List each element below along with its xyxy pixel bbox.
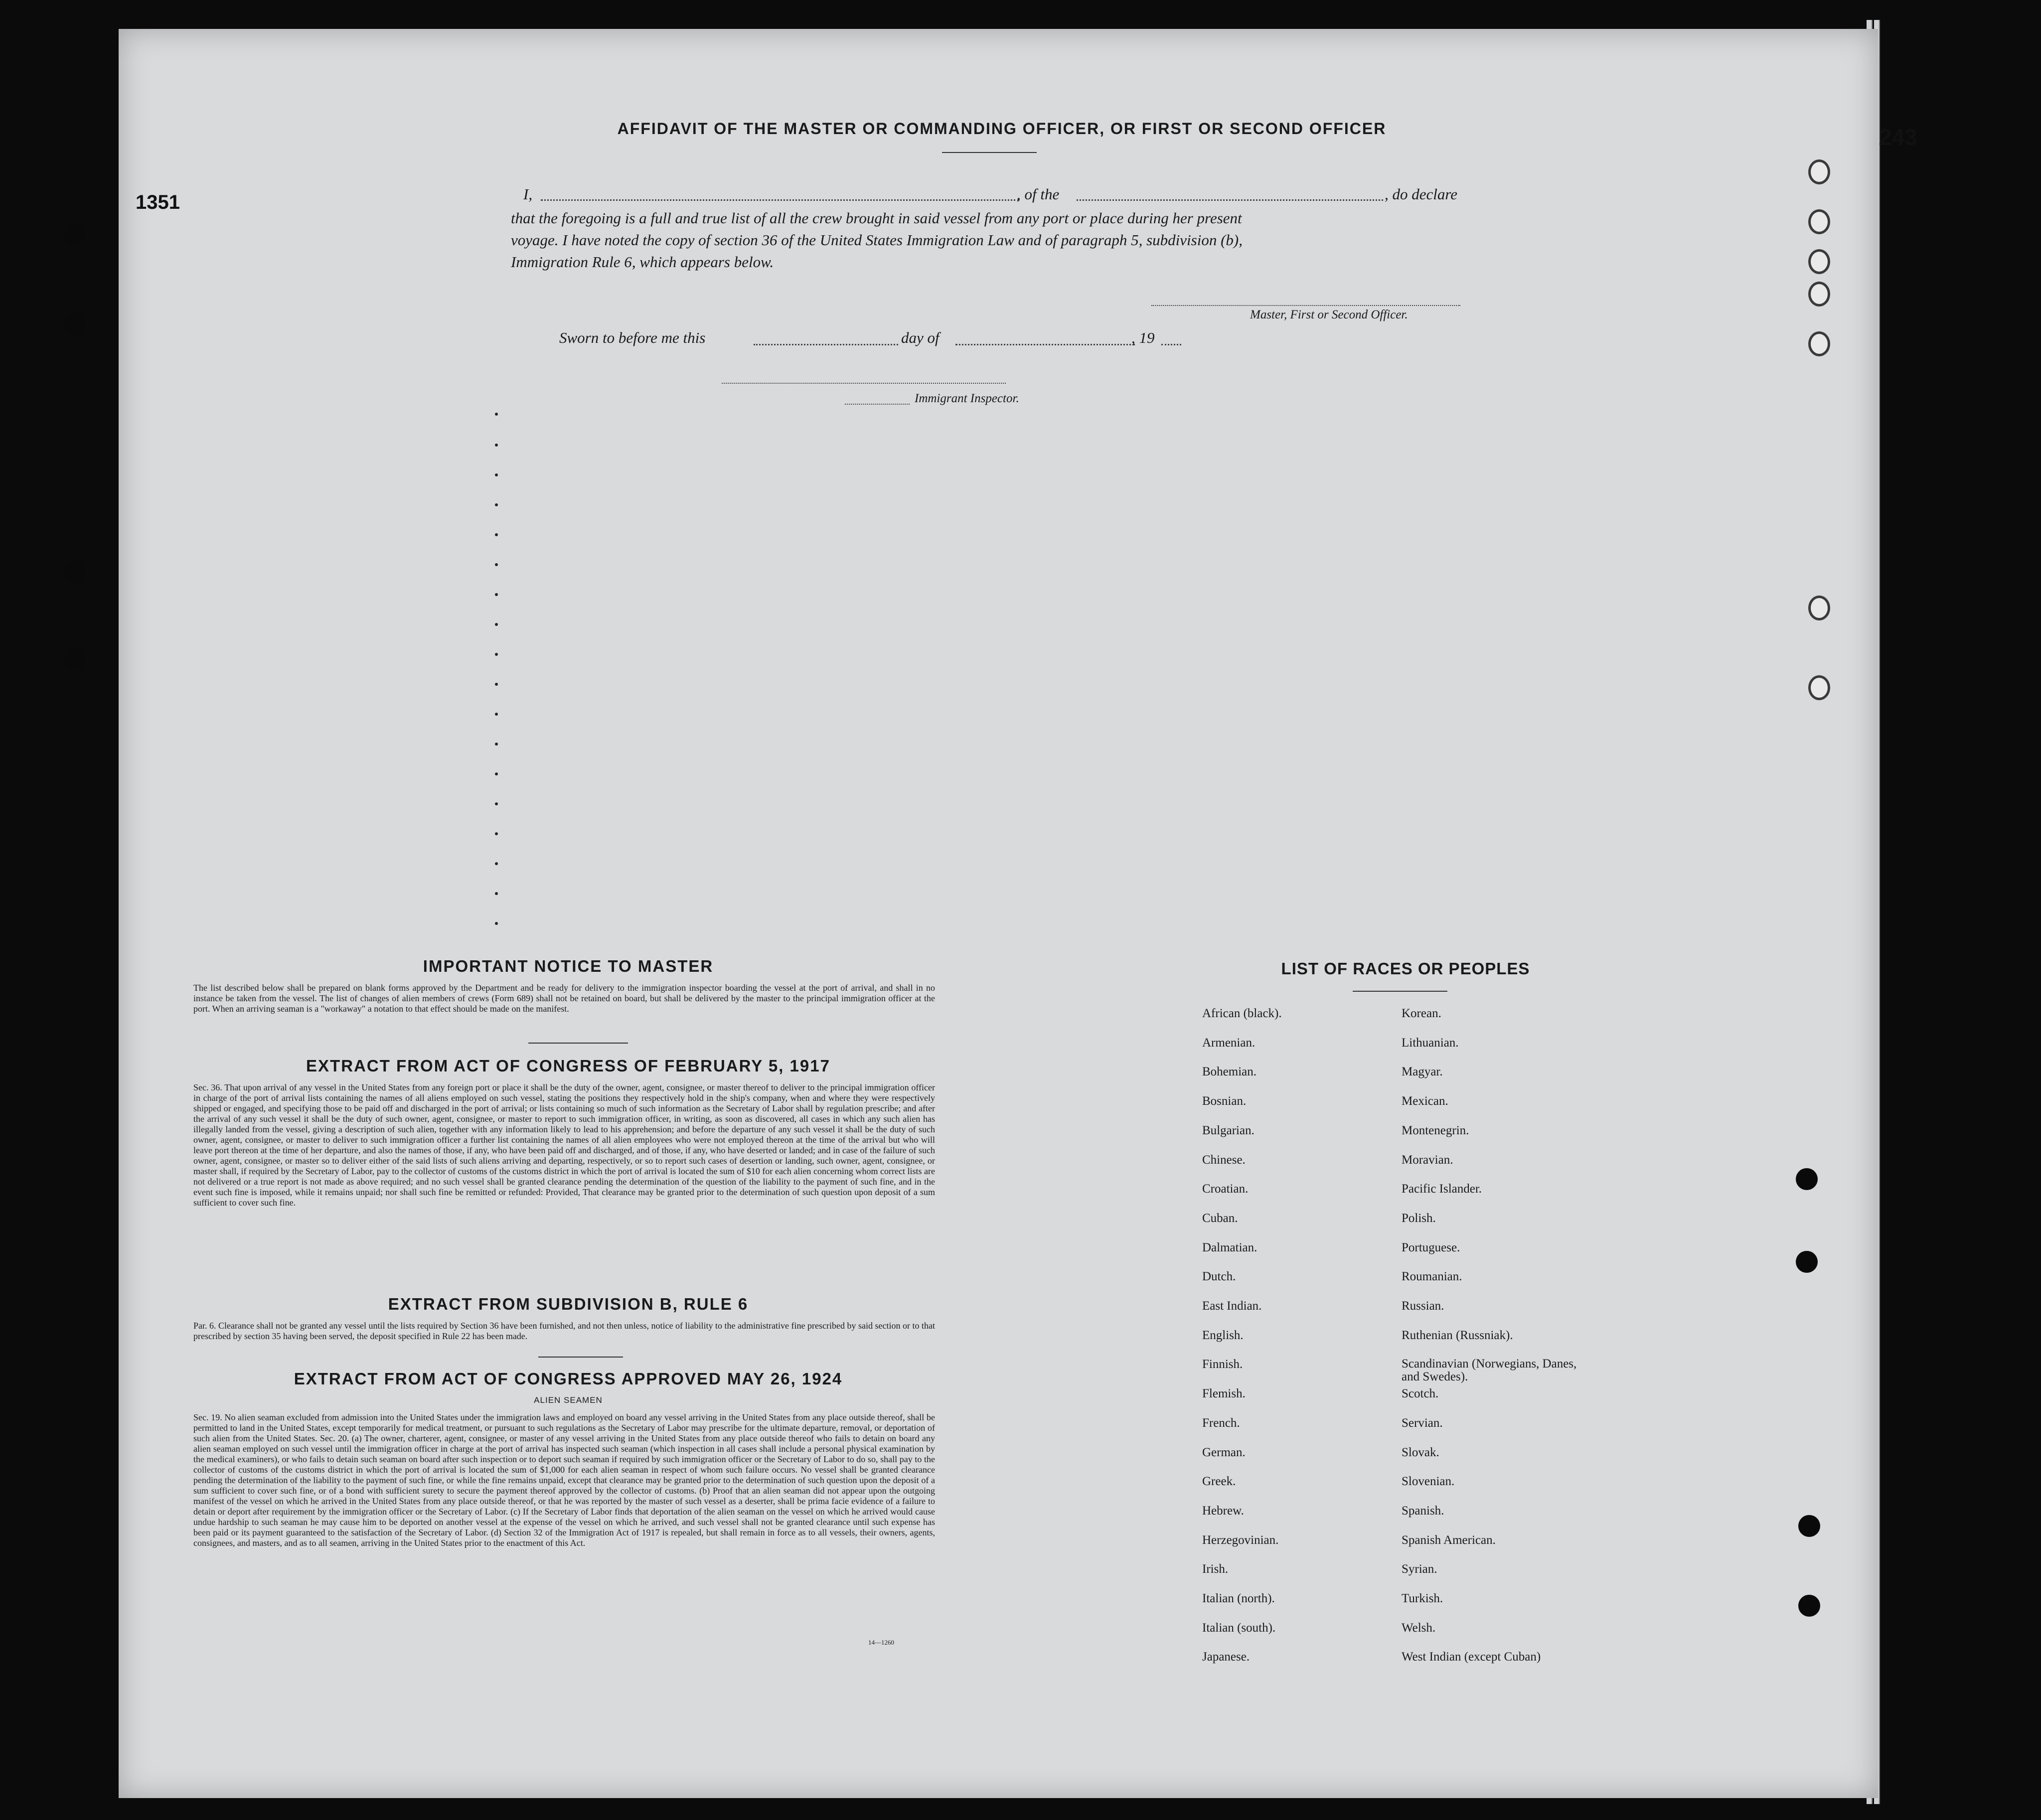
affidavit-line-4: Immigration Rule 6, which appears below. [511, 253, 774, 271]
divider [1353, 991, 1447, 992]
race-item: Polish. [1402, 1211, 1436, 1225]
race-item: Scandinavian (Norwegians, Danes, and Swedes). [1402, 1357, 1577, 1384]
race-item: Slovak. [1402, 1445, 1439, 1459]
vessel-blank [1077, 199, 1383, 201]
race-item: Roumanian. [1402, 1270, 1462, 1284]
ring-hole [1808, 209, 1830, 234]
race-item: Mexican. [1402, 1094, 1448, 1108]
race-item: Bulgarian. [1202, 1123, 1255, 1137]
race-item: Turkish. [1402, 1592, 1443, 1605]
affidavit-i: I, [523, 185, 533, 203]
races-title: LIST OF RACES OR PEOPLES [1281, 959, 1530, 978]
binder-hole [64, 648, 86, 670]
rule-6-title: EXTRACT FROM SUBDIVISION B, RULE 6 [388, 1295, 749, 1313]
race-item: Cuban. [1202, 1211, 1238, 1225]
margin-dot [495, 802, 498, 805]
rule-6-text: Par. 6. Clearance shall not be granted any vessel until the lists required by Section 36 have been furnished, and not then unless, notice of liability to the administrative fine prescribed by said section or to that prescribed by section 35 having been served, the deposit specified in Rule 22 has been made. [193, 1321, 935, 1341]
binder-hole [1798, 1515, 1820, 1537]
race-item: Korean. [1402, 1007, 1441, 1020]
notice-text: The list described below shall be prepared on blank forms approved by the Department and be ready for delivery to the immigration inspector boarding the vessel at the port of arrival, and shall in no instance be taken from the vessel. The list of changes of alien members of crews (Form 689) shall not be retained on board, but shall be delivered by the master to the principal immigration officer at the port. When an arriving seaman is a "workaway" a notation to that effect should be made on the manifest. [193, 983, 935, 1014]
race-item: Magyar. [1402, 1065, 1443, 1079]
affidavit-declare: , do declare [1385, 185, 1458, 203]
margin-dot [495, 533, 498, 536]
affidavit-line-2: that the foregoing is a full and true list of all the crew brought in said vessel from any port or place during her present [511, 209, 1242, 227]
sworn-text: Sworn to before me this [559, 329, 706, 346]
race-item: Croatian. [1202, 1182, 1249, 1196]
race-item: Armenian. [1202, 1036, 1256, 1050]
name-blank [541, 199, 1019, 201]
race-item: Portuguese. [1402, 1240, 1460, 1254]
notice-title: IMPORTANT NOTICE TO MASTER [423, 957, 714, 975]
margin-dot [495, 444, 498, 447]
race-item: Moravian. [1402, 1153, 1453, 1167]
margin-dot [495, 683, 498, 686]
ring-hole [1808, 596, 1830, 620]
race-item: African (black). [1202, 1007, 1282, 1020]
day-of-text: day of [901, 329, 940, 346]
race-item: East Indian. [1202, 1299, 1262, 1313]
ring-hole [1808, 249, 1830, 274]
race-item: Flemish. [1202, 1387, 1246, 1401]
race-item: English. [1202, 1328, 1244, 1342]
inspector-signature-blank [845, 404, 910, 405]
day-blank [754, 344, 898, 345]
race-item: Irish. [1202, 1562, 1229, 1576]
margin-dot [495, 503, 498, 506]
race-item: Slovenian. [1402, 1475, 1455, 1489]
race-item: Spanish. [1402, 1504, 1444, 1517]
margin-dot [495, 653, 498, 656]
margin-dot [495, 473, 498, 476]
race-item: Chinese. [1202, 1153, 1246, 1167]
extract-1924-subtitle: ALIEN SEAMEN [534, 1395, 603, 1405]
ring-hole [1808, 331, 1830, 356]
divider [528, 1043, 628, 1044]
margin-stamp: 1351 [136, 191, 180, 213]
margin-dot [495, 743, 498, 746]
margin-dot [495, 832, 498, 835]
race-item: Bosnian. [1202, 1094, 1247, 1108]
page-number: 243 [1879, 124, 1917, 150]
race-item: Welsh. [1402, 1621, 1436, 1635]
binder-hole [1796, 1168, 1818, 1190]
race-item: Greek. [1202, 1475, 1236, 1489]
ring-hole [1808, 675, 1830, 700]
race-item: Ruthenian (Russniak). [1402, 1328, 1513, 1342]
year-text: , 19 [1131, 329, 1155, 346]
race-item: Japanese. [1202, 1650, 1250, 1664]
race-item: Dutch. [1202, 1270, 1236, 1284]
race-item: Spanish American. [1402, 1533, 1496, 1547]
binder-hole [64, 313, 86, 335]
master-label: Master, First or Second Officer. [1250, 308, 1408, 321]
ring-hole [1808, 159, 1830, 184]
affidavit-line-3: voyage. I have noted the copy of section 36 of the United States Immigration Law and of paragraph 5, subdivision (b), [511, 231, 1243, 249]
race-item: Syrian. [1402, 1562, 1437, 1576]
race-item: Scotch. [1402, 1387, 1439, 1401]
margin-dot [495, 593, 498, 596]
inspector-label: Immigrant Inspector. [915, 392, 1019, 405]
extract-1917-text: Sec. 36. That upon arrival of any vessel in the United States from any foreign port or place it shall be the duty of the owner, agent, consignee, or master thereof to deliver to the principal immigration officer in charge of the port of arrival lists containing the names of all aliens employed on such vessel, stating the positions they respectively hold in the ship's company, when and where they were respectively shipped or engaged, and specifying those to be paid off and discharged in the port of arrival; or lists containing so much of such information as the Secretary of Labor shall by regulation prescribe; and after the arrival of any such vessel it shall be the duty of such owner, agent, consignee, or master to report to such immigration officer, in writing, as soon as discovered, all cases in which any such alien has illegally landed from the vessel, giving a description of such alien, together with any information likely to lead to his apprehension; and before the departure of any such vessel it shall be the duty of such owner, agent, consignee, or master to deliver to such immigration officer a further list containing the names of all alien employees who were not employed thereon at the time of the arrival but who will leave port thereon at the time of her departure, and also the names of those, if any, who have been paid off and discharged, and of those, if any, who have deserted or landed; and in case of the failure of such owner, agent, consignee, or master so to deliver either of the said lists of such aliens arriving and departing, respectively, or so to report such cases of desertion or landing, such owner, agent, consignee, or master shall, if required by the Secretary of Labor, pay to the collector of customs of the customs district in which the port of arrival is located the sum of $10 for each alien concerning whom correct lists are not delivered or a true report is not made as above required; and no such vessel shall be granted clearance pending the determination of the question of the liability to the payment of such fine, and in the event such fine is imposed, while it remains unpaid; nor shall such fine be remitted or refunded: Provided, That clearance may be granted prior to the determination of such question upon deposit of a sum sufficient to cover such fine. [193, 1082, 935, 1208]
race-item: Russian. [1402, 1299, 1444, 1313]
binder-hole [1798, 1595, 1820, 1617]
margin-dot [495, 623, 498, 626]
margin-dot [495, 563, 498, 566]
race-item: Finnish. [1202, 1358, 1243, 1371]
race-item: Herzegovinian. [1202, 1533, 1279, 1547]
margin-dot [495, 772, 498, 775]
race-item: Lithuanian. [1402, 1036, 1459, 1050]
margin-dot [495, 922, 498, 925]
margin-dot [495, 862, 498, 865]
binder-hole [64, 223, 86, 245]
race-item: Bohemian. [1202, 1065, 1257, 1079]
margin-dot [495, 892, 498, 895]
race-item: Hebrew. [1202, 1504, 1244, 1517]
race-item: Italian (south). [1202, 1621, 1276, 1635]
margin-dot [495, 713, 498, 716]
divider [942, 152, 1037, 153]
form-number: 14—1260 [868, 1639, 894, 1646]
extract-1917-title: EXTRACT FROM ACT OF CONGRESS OF FEBRUARY 5, 1917 [306, 1057, 830, 1075]
race-item: Pacific Islander. [1402, 1182, 1482, 1196]
inspector-signature-blank [722, 383, 1006, 384]
affidavit-of-the: , of the [1017, 185, 1060, 203]
margin-dot [495, 413, 498, 416]
divider [538, 1357, 623, 1358]
affidavit-title: AFFIDAVIT OF THE MASTER OR COMMANDING OFFICER, OR FIRST OR SECOND OFFICER [617, 120, 1387, 138]
binder-hole [1796, 1251, 1818, 1273]
race-item: Dalmatian. [1202, 1240, 1257, 1254]
master-signature-blank [1151, 305, 1460, 306]
race-item: French. [1202, 1416, 1240, 1430]
extract-1924-title: EXTRACT FROM ACT OF CONGRESS APPROVED MAY 26, 1924 [294, 1369, 843, 1388]
race-item: West Indian (except Cuban) [1402, 1650, 1541, 1664]
ring-hole [1808, 282, 1830, 306]
extract-1924-text: Sec. 19. No alien seaman excluded from admission into the United States under the immigration laws and employed on board any vessel arriving in the United States from any place outside thereof, shall be permitted to land in the United States, except temporarily for medical treatment, or pursuant to such regulations as the Secretary of Labor may prescribe for the ultimate departure, removal, or deportation of such alien from the United States. Sec. 20. (a) The owner, charterer, agent, consignee, or master of any vessel arriving in the United States from any place outside thereof who fails to detain on board any alien seaman employed on such vessel until the immigration officer in charge at the port of arrival has inspected such seaman (which inspection in all cases shall include a personal physical examination by the medical examiners), or who fails to detain such seaman on board after such inspection or to deport such seaman if required by such immigration officer or the Secretary of Labor to do so, shall pay to the collector of customs of the customs district in which the port of arrival is located the sum of $1,000 for each alien seaman in respect of whom such failure occurs. No vessel shall be granted clearance pending the determination of the liability to the payment of such fine, or while the fine remains unpaid, except that clearance may be granted prior to the determination of such question upon the deposit of a sum sufficient to cover such fine, or of a bond with sufficient surety to secure the payment thereof approved by the collector of customs. (b) Proof that an alien seaman did not appear upon the outgoing manifest of the vessel on which he arrived in the United States from any place outside thereof, or that he was reported by the master of such vessel as a deserter, shall be prima facie evidence of a failure to detain or deport after requirement by the immigration officer or the Secretary of Labor. (c) If the Secretary of Labor finds that deportation of the alien seaman on the vessel on which he arrived would cause undue hardship to such seaman he may cause him to be deported on another vessel at the expense of the vessel on which he arrived, and such vessel shall not be granted clearance until such expense has been paid or its payment guaranteed to the satisfaction of the Secretary of Labor. (d) Section 32 of the Immigration Act of 1917 is repealed, but shall remain in force as to all vessels, their owners, agents, consignees, and masters, and as to all seamen, arriving in the United States prior to the enactment of this Act. [193, 1412, 935, 1548]
month-blank [955, 344, 1135, 345]
race-item: Montenegrin. [1402, 1123, 1469, 1137]
race-item: Italian (north). [1202, 1592, 1275, 1605]
race-item: German. [1202, 1445, 1246, 1459]
year-blank [1161, 344, 1181, 345]
race-item: Servian. [1402, 1416, 1443, 1430]
binder-hole [64, 561, 86, 583]
